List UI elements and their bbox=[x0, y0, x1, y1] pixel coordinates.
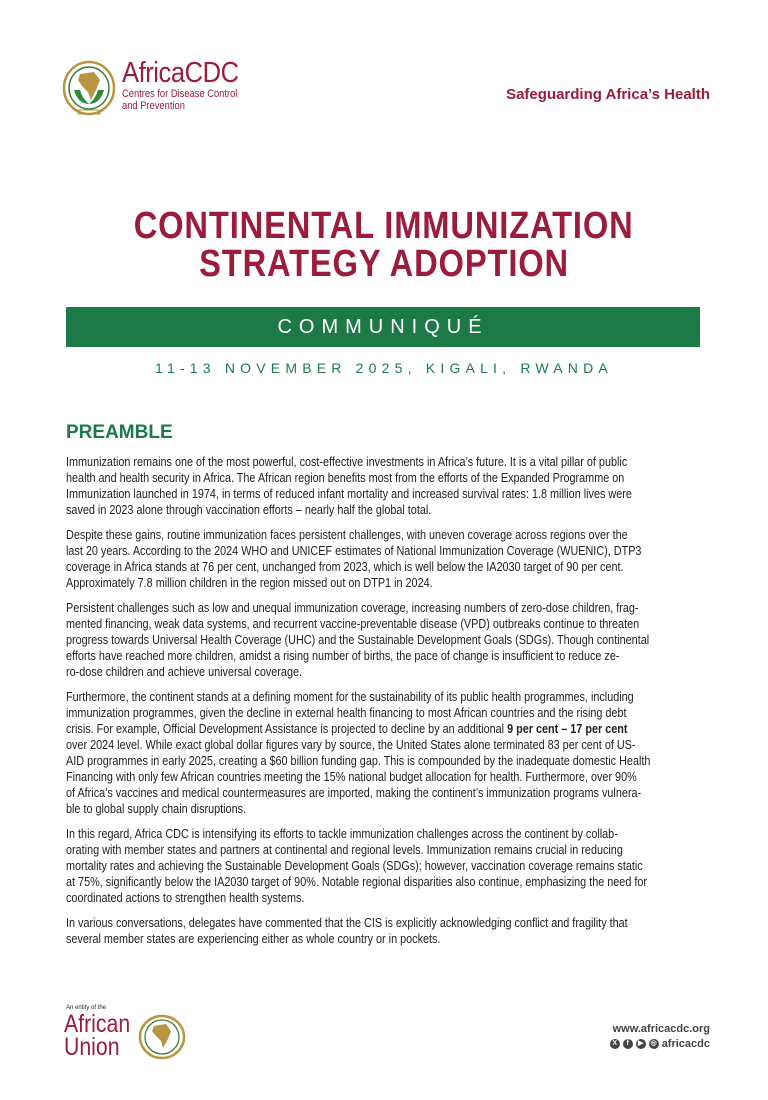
african-union-emblem-icon bbox=[136, 1014, 188, 1060]
logo-subtitle-2: and Prevention bbox=[122, 100, 185, 112]
text-line: saved in 2023 alone through vaccination efforts – nearly half the global total. bbox=[66, 503, 432, 517]
text-line: of Africa’s vaccines and medical countermeasures are imported, making the continent’s immunization programs vulnera- bbox=[66, 786, 642, 800]
event-date-location: 11-13 NOVEMBER 2025, KIGALI, RWANDA bbox=[155, 360, 613, 376]
text-line bbox=[66, 721, 716, 737]
text-line: In this regard, Africa CDC is intensifying its efforts to tackle immunization challenges across the continent by collab- bbox=[66, 827, 618, 841]
text-line: Despite these gains, routine immunization faces persistent challenges, with uneven coverage across regions over the bbox=[66, 528, 628, 542]
paragraph-4 bbox=[66, 689, 716, 817]
paragraph-1 bbox=[66, 454, 716, 518]
text-line: at 75%, significantly below the IA2030 target of 90%. Notable regional disparities also continue, emphasizing the need for bbox=[66, 875, 648, 889]
logo-subtitle-1: Centres for Disease Control bbox=[122, 88, 238, 100]
text-line: ro-dose children and achieve universal coverage. bbox=[66, 665, 303, 679]
text-line: AID programmes in early 2025, creating a $60 billion funding gap. This is compounded by the inadequate domestic Health bbox=[66, 754, 651, 768]
text-line: immunization programmes, given the decline in external health financing to most African countries and the rising debt bbox=[66, 706, 627, 720]
text-line: orating with member states and partners at continental and regional levels. Immunization remains crucial in reducing bbox=[66, 843, 623, 857]
text-line: several member states are experiencing either as whole country or in pockets. bbox=[66, 932, 441, 946]
paragraph-3 bbox=[66, 600, 716, 680]
text-line: Immunization remains one of the most powerful, cost-effective investments in Africa’s future. It is a vital pillar of public bbox=[66, 455, 628, 469]
text-line: health and health security in Africa. The African region benefits most from the efforts of the Expanded Programme on bbox=[66, 471, 625, 485]
text-line: Approximately 7.8 million children in the region missed out on DTP1 in 2024. bbox=[66, 576, 433, 590]
text-line: mortality rates and achieving the Sustainable Development Goals (SDGs); however, vaccination coverage remains static bbox=[66, 859, 643, 873]
africa-cdc-logo bbox=[122, 58, 258, 112]
preamble-body bbox=[66, 454, 716, 956]
paragraph-5 bbox=[66, 826, 716, 906]
title-line-1: CONTINENTAL IMMUNIZATION bbox=[134, 205, 634, 247]
bold-figure: 9 per cent – 17 per cent bbox=[507, 722, 628, 736]
instagram-icon[interactable]: ◎ bbox=[650, 1040, 657, 1047]
text-line: Furthermore, the continent stands at a defining moment for the sustainability of its public health programmes, including bbox=[66, 690, 634, 704]
text-line: last 20 years. According to the 2024 WHO and UNICEF estimates of National Immunization Coverage (WUENIC), DTP3 bbox=[66, 544, 642, 558]
text-line: ble to global supply chain disruptions. bbox=[66, 802, 247, 816]
au-text-2: Union bbox=[64, 1033, 120, 1061]
tagline: Safeguarding Africa’s Health bbox=[506, 86, 710, 103]
entity-label: An entity of the bbox=[66, 1005, 107, 1011]
paragraph-6 bbox=[66, 915, 716, 947]
facebook-icon[interactable]: f bbox=[623, 1039, 633, 1049]
paragraph-4-rest bbox=[66, 737, 716, 817]
text-segment: crisis. For example, Official Development Assistance is projected to decline by an additional bbox=[66, 722, 508, 736]
paragraph-2 bbox=[66, 527, 716, 591]
african-union-logo bbox=[64, 1010, 142, 1061]
section-heading: PREAMBLE bbox=[66, 422, 173, 443]
africa-cdc-emblem-icon bbox=[58, 60, 120, 120]
text-line: coverage in Africa stands at 76 per cent, unchanged from 2023, which is well below the IA2030 target of 90 per cent. bbox=[66, 560, 624, 574]
au-text-1: African bbox=[64, 1010, 131, 1038]
x-icon[interactable]: X bbox=[610, 1039, 620, 1049]
text-line: over 2024 level. While exact global dollar figures vary by source, the United States alone terminated 83 per cent of US- bbox=[66, 738, 636, 752]
text-line: Financing with only few African countries meeting the 15% national budget allocation for health. Furthermore, over 90% bbox=[66, 770, 637, 784]
youtube-icon[interactable]: ▶ bbox=[636, 1039, 646, 1049]
text-line: progress towards Universal Health Coverage (UHC) and the Sustainable Development Goals (SDGs). Though continental bbox=[66, 633, 650, 647]
text-line: efforts have reached more children, amidst a rising number of births, the pace of change is insufficient to reduce ze- bbox=[66, 649, 620, 663]
title-line-2: STRATEGY ADOPTION bbox=[199, 243, 569, 285]
logo-name: AfricaCDC bbox=[122, 57, 239, 89]
text-line: Persistent challenges such as low and unequal immunization coverage, increasing numbers of zero-dose children, frag- bbox=[66, 601, 639, 615]
text-line: coordinated actions to strengthen health systems. bbox=[66, 891, 305, 905]
social-links bbox=[610, 1038, 710, 1050]
text-line: In various conversations, delegates have commented that the CIS is explicitly acknowledging conflict and fragility that bbox=[66, 916, 628, 930]
text-line: Immunization launched in 1974, in terms of reduced infant mortality and increased survival rates: 1.8 million lives were bbox=[66, 487, 632, 501]
website-link[interactable]: www.africacdc.org bbox=[612, 1023, 710, 1035]
communique-banner: COMMUNIQUÉ bbox=[66, 307, 700, 347]
text-line: mented financing, weak data systems, and recurrent vaccine-preventable disease (VPD) outbreaks continue to threaten bbox=[66, 617, 640, 631]
social-handle: africacdc bbox=[661, 1038, 710, 1050]
